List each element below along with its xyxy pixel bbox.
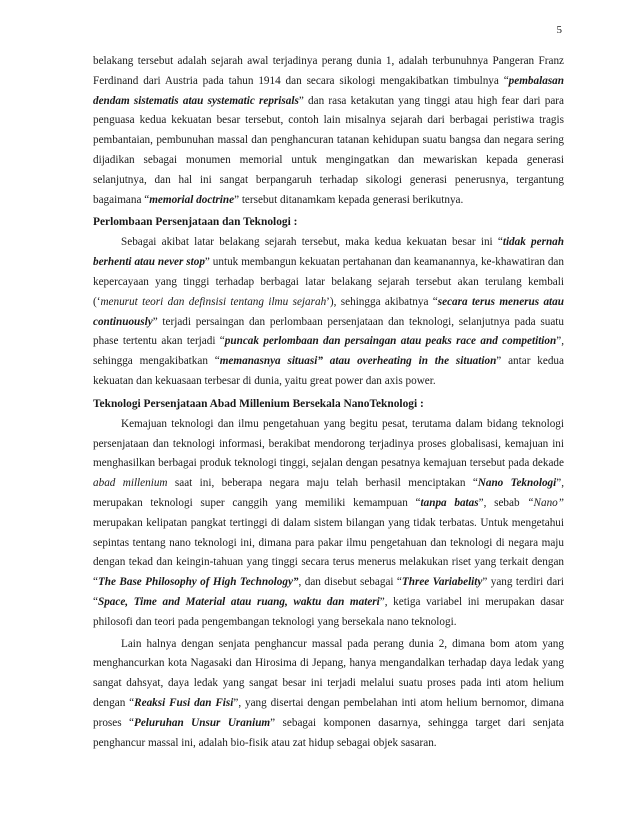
emphasis-term: pembalasan dendam sistematis atau systematic reprisals (93, 74, 564, 107)
emphasis-term: puncak perlombaan dan persaingan atau peaks race and competition (224, 335, 557, 348)
emphasis-term: memanasnya situasi” atau overheating in the situation (219, 355, 497, 368)
emphasis-term: memorial doctrine (149, 193, 235, 206)
text-run: ”, sebab (478, 496, 528, 509)
text-run: belakang tersebut adalah sejarah awal terjadinya perang dunia 1, adalah terbunuhnya Pangeran Franz Ferdinand dari Austria pada tahun 1914 dan secara sikologi mengakibatkan timbulnya “ (93, 55, 564, 87)
text-run: Sebagai akibat latar belakang sejarah tersebut, maka kedua kekuatan besar ini “ (121, 236, 503, 249)
emphasis-term: tanpa batas (420, 496, 479, 509)
paragraph-intro-continued (93, 52, 564, 210)
paragraph-world-war-2 (93, 635, 564, 754)
text-run: ” terjadi persaingan dan perlombaan persenjataan dan teknologi, selanjutnya pada suatu phase tertentu akan terjadi “ (93, 315, 564, 348)
text-run: ” yang terdiri dari “ (93, 576, 565, 608)
document-body (93, 52, 564, 753)
text-run: Kemajuan teknologi dan ilmu pengetahuan yang begitu pesat, terutama dalam bidang teknologi persenjataan dan teknologi informasi, berakibat mendorong terjadinya proses globalisasi, kemajuan ini menghasilkan berbagai produk teknologi tinggi, sejalan dengan pesatnya kemajuan tersebut pada dekade (93, 417, 564, 470)
text-run: saat ini, beberapa negara maju telah berhasil menciptakan “ (167, 477, 478, 490)
emphasis-term: The Base Philosophy of High Technology” (97, 576, 299, 589)
emphasis-term: Reaksi Fusi dan Fisi (134, 696, 234, 709)
section-heading-nanotechnology: Teknologi Persenjataan Abad Millenium Bersekala NanoTeknologi : (93, 397, 424, 410)
emphasis-term: tidak pernah berhenti atau never stop (93, 236, 564, 269)
text-run: ”, sehingga mengakibatkan “ (93, 335, 564, 368)
text-run: , dan disebut sebagai “ (298, 576, 402, 589)
emphasis-term: Nano Teknologi (477, 477, 557, 490)
text-run: ” antar kedua kekuatan dan kekuasaan terbesar di dunia, yaitu great power dan axis power. (93, 355, 564, 387)
text-run: ”, yang disertai dengan pembelahan inti atom helium bernomor, dimana proses “ (93, 696, 564, 729)
emphasis-term: Peluruhan Unsur Uranium (134, 716, 271, 729)
italic-term: menurut teori dan definsisi tentang ilmu sejarah (100, 295, 327, 308)
text-run: ” dan rasa ketakutan yang tinggi atau high fear dari para penguasa kedua kekuatan besar tersebut, contoh lain misalnya sejarah dari berbagai peristiwa tragis pembantaian, pembunuhan massal dan penghancuran tatanan kehidupan suatu bangsa dan negara sering dijadikan sebagai monumen memorial untuk mengingatkan dan mewariskan kepada generasi selanjutnya, dan hal ini sangat berpangaruh terhadap sikologi generasi penerusnya, tergantung bagaimana “ (93, 94, 565, 206)
text-run: ” untuk membangun kekuatan pertahanan dan keamanannya, ke-khawatiran dan kepercayaan yang tinggi terhadap berbagai latar belakang sejarah tersebut akan terulang kembali (‘ (93, 256, 564, 308)
text-run: Lain halnya dengan senjata penghancur massal pada perang dunia 2, dimana bom atom yang menghancurkan kota Nagasaki dan Hirosima di Jepang, hanya mengandalkan terhadap daya ledak yang sangat dahsyat, daya ledak yang sangat besar ini terjadi melalui suatu proses pada inti atom helium dengan “ (93, 637, 564, 709)
paragraph-nanotechnology (93, 415, 564, 633)
text-run: ”, merupakan teknologi super canggih yang memiliki kemampuan “ (93, 477, 565, 509)
text-run: ” tersebut ditanamkam kepada generasi berikutnya. (234, 193, 464, 206)
emphasis-term: Space, Time and Material atau ruang, waktu dan materi (97, 595, 380, 608)
emphasis-term: secara terus menerus atau continuously (93, 295, 564, 328)
emphasis-term: Three Variabelity (401, 576, 483, 589)
page-number: 5 (556, 24, 562, 36)
italic-term: “Nano” (527, 496, 564, 509)
text-run: ” sebagai komponen dasarnya, sehingga target dari senjata penghancur massal ini, adalah bio-fisik atau zat hidup sebagai objek sasaran. (93, 716, 564, 749)
section-heading-arms-race: Perlombaan Persenjataan dan Teknologi : (93, 216, 298, 229)
text-run: ’), sehingga akibatnya “ (326, 295, 438, 308)
text-run: merupakan kelipatan pangkat tertinggi di dalam sistem bilangan yang tidak terbatas. Untuk mengetahui sepintas tentang nano teknologi ini, dimana para pakar ilmu pengetahuan dan teknologi di negara maju dengan tekad dan keingin-tahuan yang tinggi secara terus menerus melakukan riset yang terkait dengan “ (93, 516, 564, 589)
text-run: ”, ketiga variabel ini merupakan dasar philosofi dan teori pada pengembangan teknologi yang bersekala nano teknologi. (93, 595, 564, 628)
paragraph-arms-race (93, 233, 564, 391)
italic-term: abad millenium (93, 477, 168, 490)
